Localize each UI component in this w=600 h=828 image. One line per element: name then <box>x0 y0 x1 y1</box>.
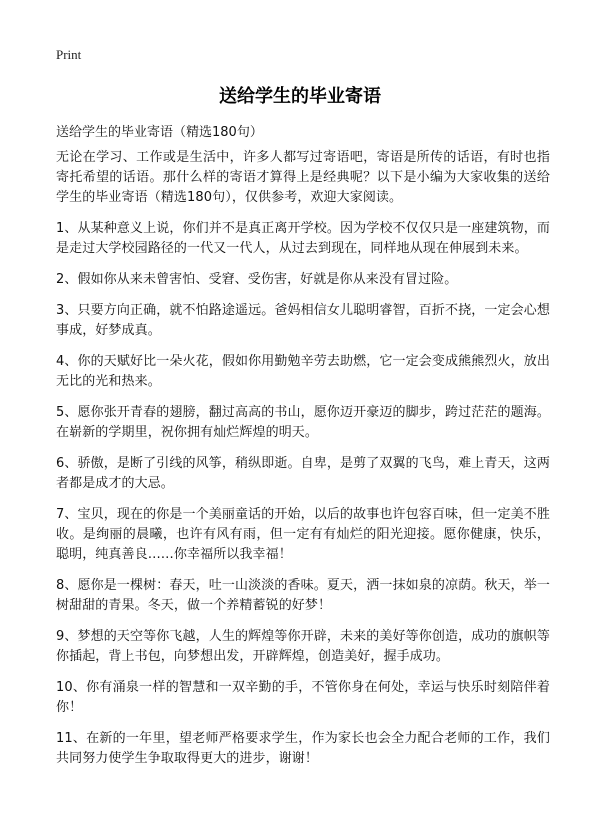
quote-item-1: 1、从某种意义上说，你们并不是真正离开学校。因为学校不仅仅只是一座建筑物，而是走过大学校园路径的一代又一代人，从过去到现在，同样地从现在伸展到未来。 <box>56 221 550 256</box>
print-link[interactable]: Print <box>56 47 82 62</box>
quote-item-3: 3、只要方向正确，就不怕路途遥远。爸妈相信女儿聪明睿智，百折不挠，一定会心想事成，好梦成真。 <box>56 303 550 338</box>
page-title: 送给学生的毕业寄语 <box>219 86 381 107</box>
quote-item-11: 11、在新的一年里，望老师严格要求学生，作为家长也会全力配合老师的工作，我们共同努力使学生争取取得更大的进步，谢谢！ <box>56 731 550 766</box>
quote-item-4: 4、你的天赋好比一朵火花，假如你用勤勉辛劳去助燃，它一定会变成熊熊烈火，放出无比的光和热来。 <box>56 354 550 389</box>
quote-item-6: 6、骄傲，是断了引线的风筝，稍纵即逝。自卑，是剪了双翼的飞鸟，难上青天，这两者都是成才的大忌。 <box>56 456 550 491</box>
quote-item-2: 2、假如你从来未曾害怕、受窘、受伤害，好就是你从来没有冒过险。 <box>56 272 458 287</box>
quote-item-9: 9、梦想的天空等你飞越，人生的辉煌等你开辟，未来的美好等你创造，成功的旗帜等你插起，背上书包，向梦想出发，开辟辉煌，创造美好，握手成功。 <box>56 629 550 664</box>
intro-paragraph: 无论在学习、工作或是生活中，许多人都写过寄语吧，寄语是所传的话语，有时也指寄托希望的话语。那什么样的寄语才算得上是经典呢？以下是小编为大家收集的送给学生的毕业寄语（精选180句），仅供参考，欢迎大家阅读。 <box>56 150 550 205</box>
article-body <box>56 148 550 780</box>
quote-item-5: 5、愿你张开青春的翅膀，翻过高高的书山，愿你迈开豪迈的脚步，跨过茫茫的题海。在崭新的学期里，祝你拥有灿烂辉煌的明天。 <box>56 405 550 440</box>
quote-item-7: 7、宝贝，现在的你是一个美丽童话的开始，以后的故事也许包容百味，但一定美不胜收。是绚丽的晨曦，也许有风有雨，但一定有有灿烂的阳光迎接。愿你健康，快乐，聪明，纯真善良……你幸福所以我幸福！ <box>56 507 550 562</box>
quote-item-10: 10、你有涌泉一样的智慧和一双辛勤的手，不管你身在何处，幸运与快乐时刻陪伴着你！ <box>56 680 550 715</box>
quote-item-8: 8、愿你是一棵树：春天，吐一山淡淡的香味。夏天，洒一抹如泉的凉荫。秋天，举一树甜甜的青果。冬天，做一个养精蓄锐的好梦！ <box>56 578 550 613</box>
subtitle: 送给学生的毕业寄语（精选180句） <box>56 125 263 140</box>
